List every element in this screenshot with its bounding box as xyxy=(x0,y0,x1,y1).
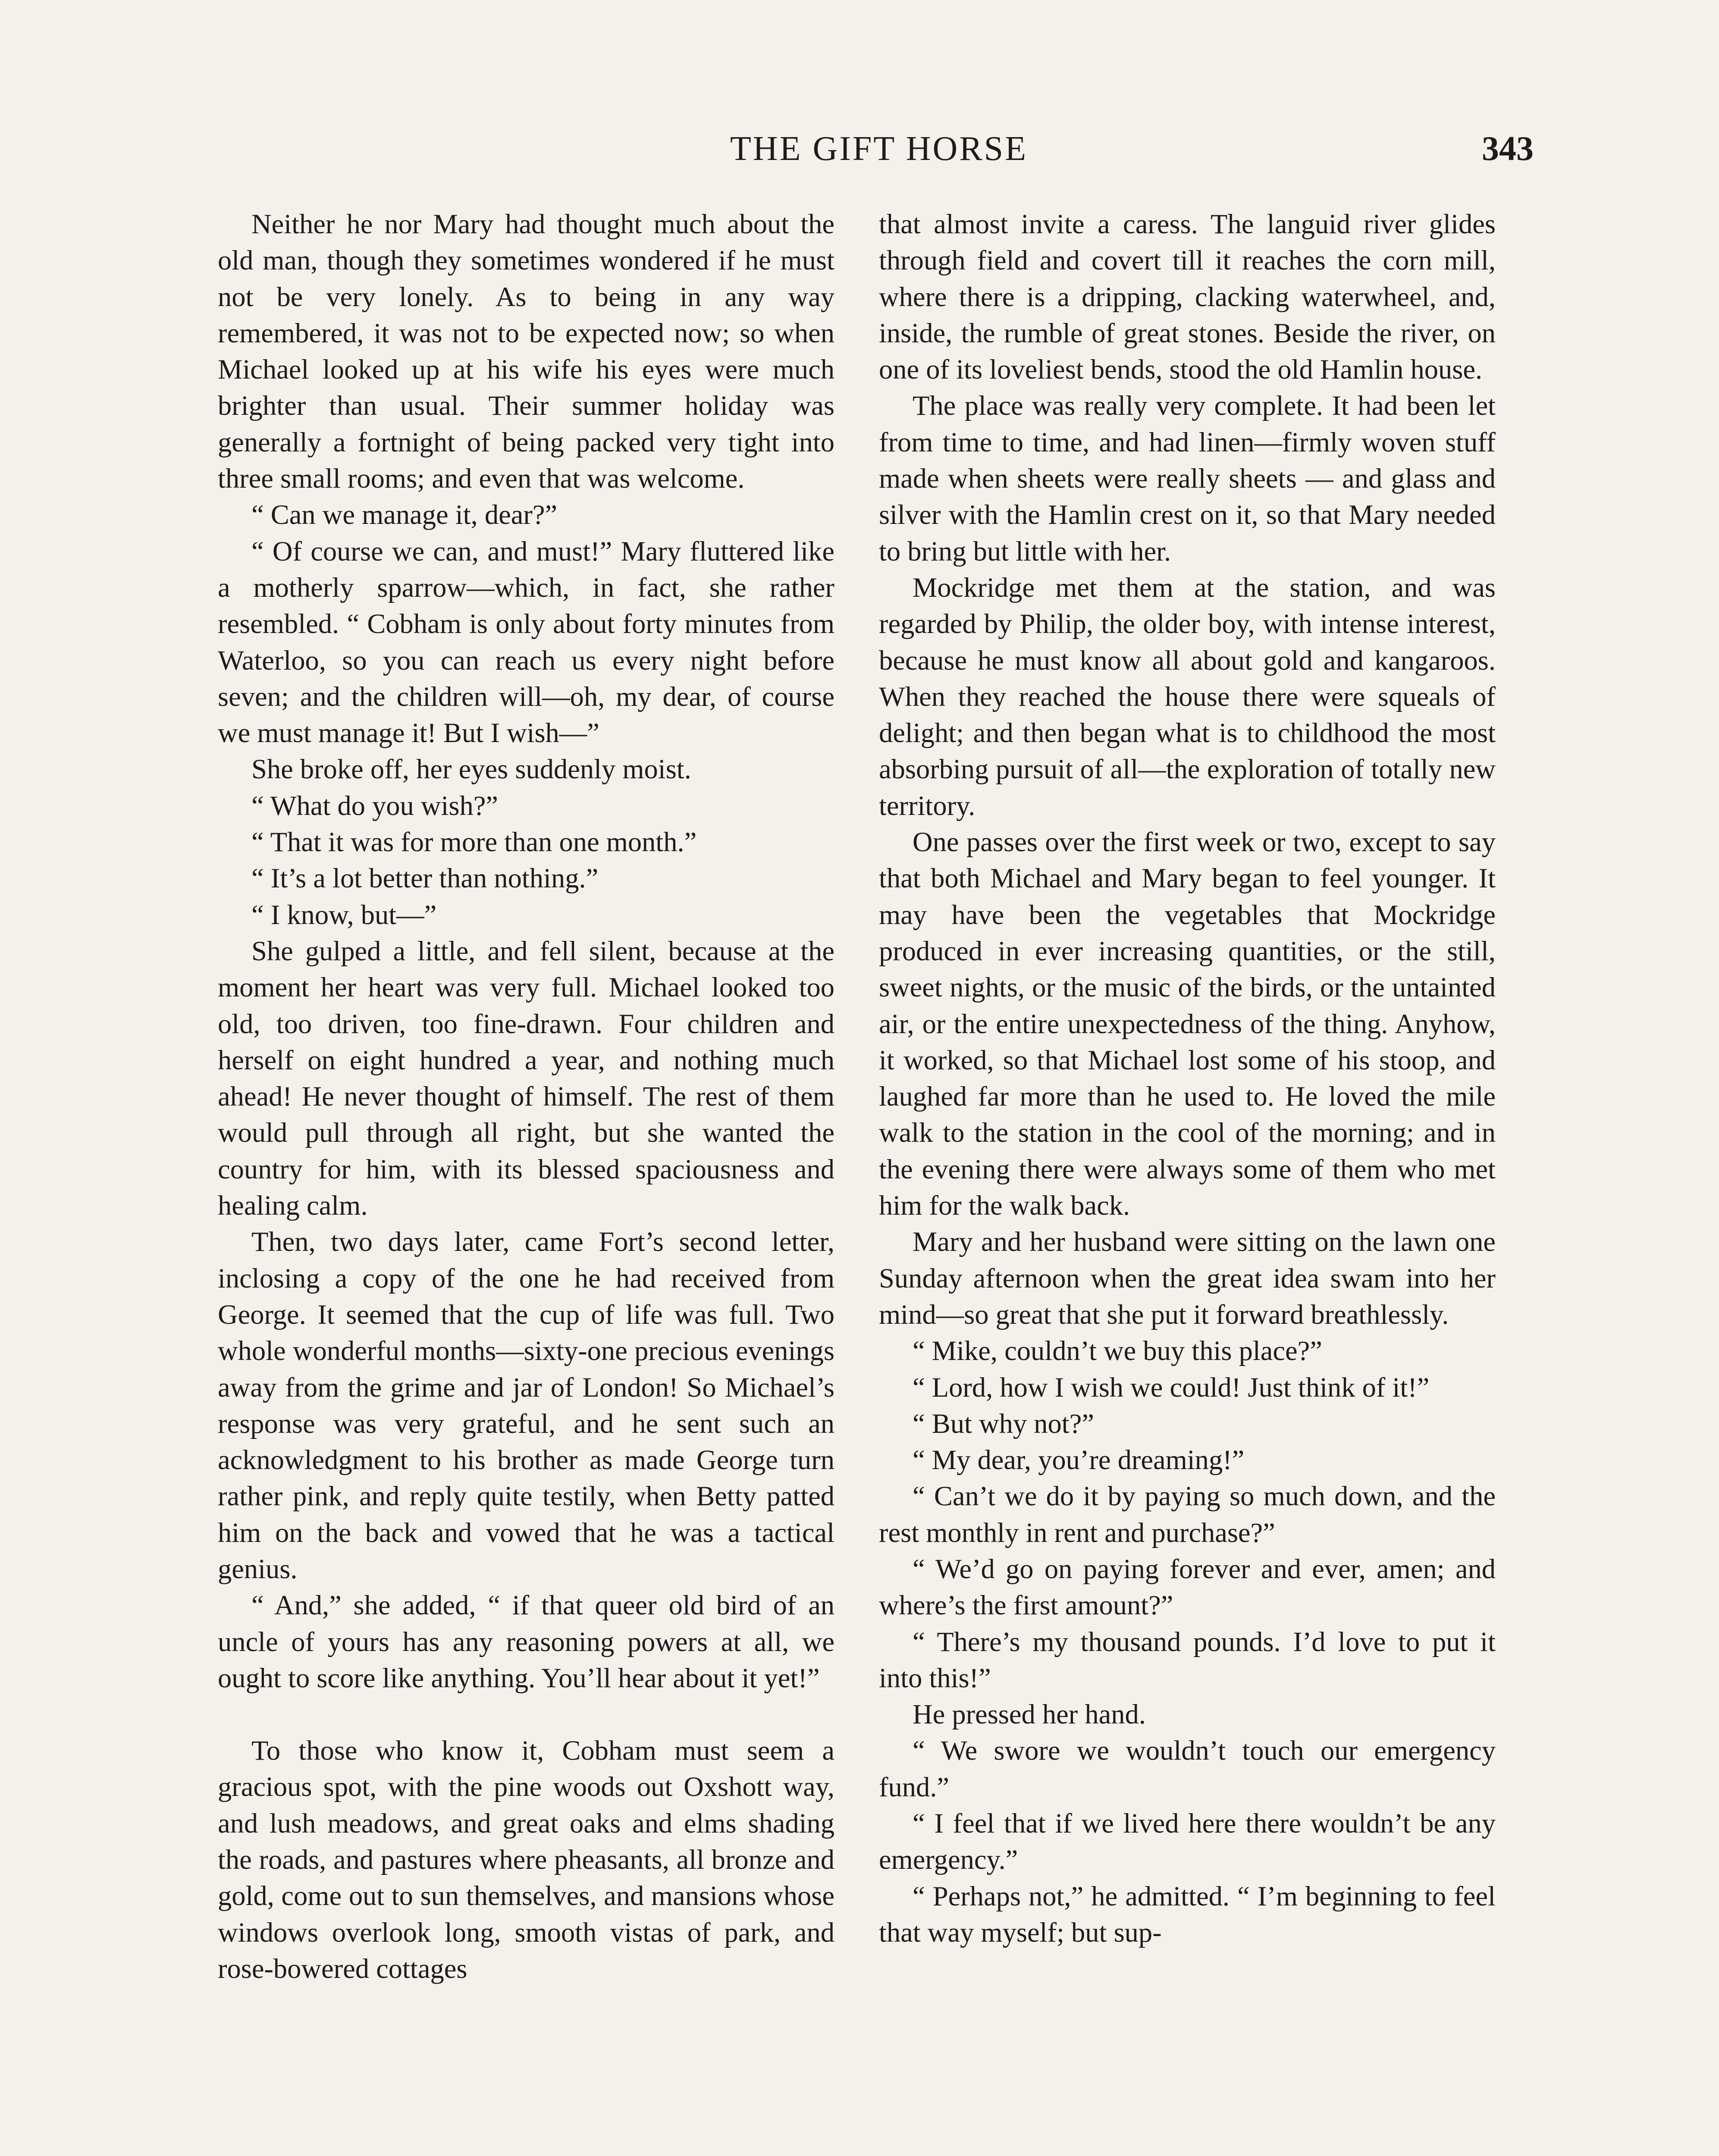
paragraph: “ Lord, how I wish we could! Just think of it!” xyxy=(913,1372,1430,1403)
paragraph: Mockridge met them at the station, and was regarded by Philip, the older boy, with intense interest, because he must know all about gold and kangaroos. When they reached the house there were squeals of delight; and then began what is to childhood the most absorbing pursuit of all—the exploration of totally new territory. xyxy=(879,572,1496,821)
paragraph: “ Perhaps not,” he admitted. “ I’m beginning to feel that way myself; but sup- xyxy=(879,1880,1496,1948)
paragraph: One passes over the first week or two, except to say that both Michael and Mary began to feel younger. It may have been the vegetables that Mockridge produced in ever increasing quantities, or the still, sweet nights, or the music of the birds, or the untainted air, or the entire unexpectedness of the thing. Anyhow, it worked, so that Michael lost some of his stoop, and laughed far more than he used to. He loved the mile walk to the station in the cool of the morning; and in the evening there were always some of them who met him for the walk back. xyxy=(879,827,1496,1221)
paragraph: “ Can we manage it, dear?” xyxy=(251,499,558,530)
right-column xyxy=(879,206,1496,1951)
paragraph: He pressed her hand. xyxy=(913,1699,1146,1730)
paragraph: She gulped a little, and fell silent, because at the moment her heart was very full. Michael looked too old, too driven, too fine-drawn. Four children and herself on eight hundred a year, and nothing much ahead! He never thought of himself. The rest of them would pull through all right, but she wanted the country for him, with its blessed spaciousness and healing calm. xyxy=(218,935,834,1221)
paragraph: She broke off, her eyes suddenly moist. xyxy=(251,754,691,785)
paragraph: “ I feel that if we lived here there wouldn’t be any emergency.” xyxy=(879,1808,1496,1875)
paragraph: “ Mike, couldn’t we buy this place?” xyxy=(913,1335,1322,1366)
paragraph: “ We’d go on paying forever and ever, amen; and where’s the first amount?” xyxy=(879,1553,1496,1621)
section-paragraph: To those who know it, Cobham must seem a gracious spot, with the pine woods out Oxshott way, and lush meadows, and great oaks and elms shading the roads, and pastures where pheasants, all bronze and gold, come out to sun themselves, and mansions whose windows overlook long, smooth vistas of park, and rose-bowered cottages xyxy=(218,1735,834,1984)
paragraph: “ It’s a lot better than nothing.” xyxy=(251,863,599,894)
paragraph: The place was really very complete. It had been let from time to time, and had linen—firmly woven stuff made when sheets were really sheets — and glass and silver with the Hamlin crest on it, so that Mary needed to bring but little with her. xyxy=(879,390,1496,567)
paragraph: Then, two days later, came Fort’s second letter, inclosing a copy of the one he had received from George. It seemed that the cup of life was full. Two whole wonderful months—sixty-one precious evenings away from the grime and jar of London! So Michael’s response was very grateful, and he sent such an acknowledgment to his brother as made George turn rather pink, and reply quite testily, when Betty patted him on the back and vowed that he was a tactical genius. xyxy=(218,1226,834,1584)
page-number: 343 xyxy=(1482,130,1534,168)
paragraph: “ There’s my thousand pounds. I’d love to put it into this!” xyxy=(879,1626,1496,1693)
paragraph: “ That it was for more than one month.” xyxy=(251,827,697,858)
paragraph: “ What do you wish?” xyxy=(251,790,498,821)
paragraph: “ Can’t we do it by paying so much down, and the rest monthly in rent and purchase?” xyxy=(879,1481,1496,1548)
paragraph: “ But why not?” xyxy=(913,1408,1094,1439)
paragraph: Mary and her husband were sitting on the lawn one Sunday afternoon when the great idea swam into her mind—so great that she put it forward breathlessly. xyxy=(879,1226,1496,1330)
left-column xyxy=(218,206,834,1987)
paragraph: “ We swore we wouldn’t touch our emergency fund.” xyxy=(879,1735,1496,1802)
paragraph-continued: that almost invite a caress. The languid river glides through field and covert till it reaches the corn mill, where there is a dripping, clacking waterwheel, and, inside, the rumble of great stones. Beside the river, on one of its loveliest bends, stood the old Hamlin house. xyxy=(879,209,1496,385)
paragraph: “ My dear, you’re dreaming!” xyxy=(913,1445,1245,1476)
paragraph: “ I know, but—” xyxy=(251,899,437,930)
running-title: THE GIFT HORSE xyxy=(730,130,1028,168)
paragraph: “ And,” she added, “ if that queer old bird of an uncle of yours has any reasoning powers at all, we ought to score like anything. You’ll hear about it yet!” xyxy=(218,1590,834,1693)
page-header xyxy=(224,129,1534,181)
paragraph: “ Of course we can, and must!” Mary fluttered like a motherly sparrow—which, in fact, she rather resembled. “ Cobham is only about forty minutes from Waterloo, so you can reach us every night before seven; and the children will—oh, my dear, of course we must manage it! But I wish—” xyxy=(218,536,834,749)
paragraph: Neither he nor Mary had thought much about the old man, though they sometimes wondered if he must not be very lonely. As to being in any way remembered, it was not to be expected now; so when Michael looked up at his wife his eyes were much brighter than usual. Their summer holiday was generally a fortnight of being packed very tight into three small rooms; and even that was welcome. xyxy=(218,209,834,494)
